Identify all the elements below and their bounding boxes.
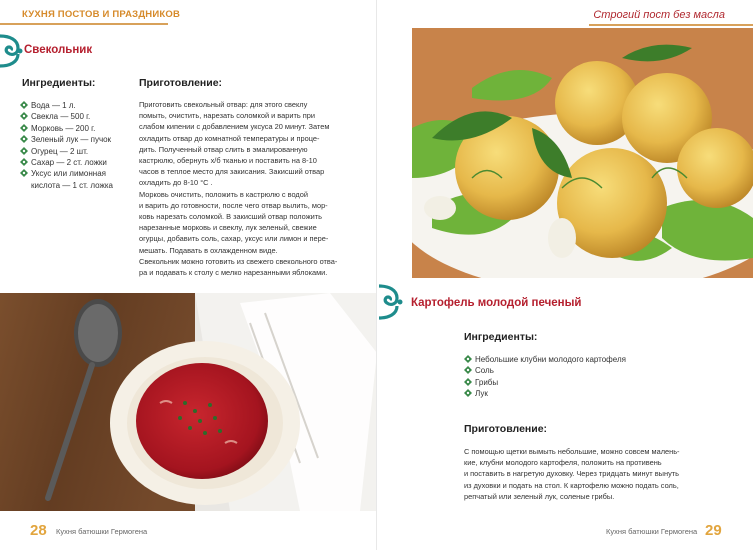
bullet-icon bbox=[20, 124, 28, 132]
potatoes-photo bbox=[412, 28, 753, 278]
recipe-title-svekolnik: Свекольник bbox=[24, 44, 93, 56]
ornament-icon bbox=[0, 32, 24, 70]
ingredient-text: Огурец — 2 шт. bbox=[31, 146, 89, 156]
bullet-icon bbox=[464, 355, 472, 363]
preparation-line: Приготовить свекольный отвар: для этого свеклу bbox=[139, 100, 308, 109]
ingredient-text: Морковь — 200 г. bbox=[31, 123, 96, 133]
footer-label-left: Кухня батюшки Гермогена bbox=[56, 527, 148, 536]
bullet-icon bbox=[464, 366, 472, 374]
page-number-left: 28 bbox=[30, 522, 47, 539]
preparation-line: репчатый или зеленый лук, соленые грибы. bbox=[464, 491, 615, 501]
ingredient-text: Небольшие клубни молодого картофеля bbox=[475, 355, 626, 364]
preparation-text bbox=[139, 99, 364, 278]
preparation-line: ковь нарезать соломкой. В закисший отвар положить bbox=[139, 212, 323, 222]
preparation-line: огурцы, добавить соль, сахар, уксус или лимон и пере- bbox=[139, 234, 329, 244]
ingredient-text: Зеленый лук — пучок bbox=[31, 135, 112, 145]
bullet-icon bbox=[20, 101, 28, 109]
recipe-title-kartofel: Картофель молодой печеный bbox=[411, 297, 582, 309]
bullet-icon bbox=[20, 112, 28, 120]
ingredient-text: Сахар — 2 ст. ложки bbox=[31, 158, 107, 168]
ingredient-text: Вода — 1 л. bbox=[31, 101, 76, 110]
preparation-heading: Приготовление: bbox=[464, 423, 548, 435]
ingredient-text: Свекла — 500 г. bbox=[31, 112, 91, 122]
ingredient-text: Соль bbox=[475, 366, 494, 376]
page-number-right: 29 bbox=[705, 522, 722, 539]
right-header-title: Строгий пост без масла bbox=[593, 9, 725, 21]
ingredient-text: Лук bbox=[475, 389, 488, 399]
preparation-line: и поставить в нагретую духовку. Через тридцать минут вынуть bbox=[464, 469, 679, 479]
preparation-line: помыть, очистить, нарезать соломкой и варить при bbox=[139, 111, 316, 121]
left-header-title: КУХНЯ ПОСТОВ И ПРАЗДНИКОВ bbox=[22, 9, 181, 20]
bullet-icon bbox=[20, 135, 28, 143]
preparation-line: мешать. Подавать в охлажденном виде. bbox=[139, 245, 278, 255]
ingredient-item bbox=[20, 134, 130, 145]
right-page bbox=[377, 0, 753, 550]
ornament-icon bbox=[377, 282, 403, 322]
ingredients-list bbox=[464, 354, 664, 400]
preparation-line: охладить отвар до комнатной температуры и проце- bbox=[139, 133, 320, 143]
preparation-line: нарезанные морковь и свеклу, лук зеленый, свежие bbox=[139, 223, 317, 233]
preparation-line: кие, клубни молодого картофеля, положить на противень bbox=[464, 458, 662, 468]
ingredient-text: Уксус или лимонная кислота — 1 ст. ложка bbox=[31, 169, 113, 190]
preparation-line: Свекольник можно готовить из свежего свекольного отва- bbox=[139, 256, 338, 266]
preparation-line: Морковь очистить, положить в кастрюлю с водой bbox=[139, 189, 308, 199]
preparation-text bbox=[464, 446, 734, 502]
ingredient-item bbox=[20, 100, 130, 111]
bullet-icon bbox=[20, 147, 28, 155]
preparation-line: часов в теплое место для закисания. Закисший отвар bbox=[139, 167, 325, 177]
ingredients-heading: Ингредиенты: bbox=[22, 77, 96, 89]
preparation-line: С помощью щетки вымыть небольшие, можно совсем малень- bbox=[464, 447, 680, 456]
left-header-rule bbox=[0, 23, 168, 25]
preparation-line: и варить до готовности, после чего отвар вылить, мор- bbox=[139, 200, 328, 210]
ingredient-text: Грибы bbox=[475, 377, 499, 387]
preparation-line: кастрюлю, обернуть х/б тканью и поставить на 8-10 bbox=[139, 156, 317, 166]
footer-label-right: Кухня батюшки Гермогена bbox=[606, 527, 698, 536]
ingredient-item bbox=[464, 388, 664, 399]
preparation-line: охладить до 8-10 °С . bbox=[139, 178, 213, 188]
ingredient-item bbox=[20, 146, 130, 157]
preparation-line: из духовки и подать на стол. К картофелю можно подать соль, bbox=[464, 480, 679, 490]
ingredient-item bbox=[20, 157, 130, 168]
preparation-heading: Приготовление: bbox=[139, 77, 223, 89]
bullet-icon bbox=[464, 378, 472, 386]
borscht-photo bbox=[0, 293, 377, 511]
bullet-icon bbox=[20, 158, 28, 166]
bullet-icon bbox=[464, 389, 472, 397]
right-header-rule bbox=[589, 24, 753, 26]
ingredient-item bbox=[20, 123, 130, 134]
preparation-line: ра и подавать к столу с мелко нарезанными яблоками. bbox=[139, 268, 328, 278]
preparation-line: дить. Полученный отвар слить в эмалированную bbox=[139, 144, 308, 154]
ingredient-item bbox=[464, 377, 664, 388]
ingredients-heading: Ингредиенты: bbox=[464, 331, 538, 343]
ingredient-item bbox=[20, 168, 130, 191]
ingredients-list bbox=[20, 100, 130, 191]
left-header bbox=[0, 0, 200, 26]
bullet-icon bbox=[20, 169, 28, 177]
ingredient-item bbox=[464, 354, 664, 365]
ingredient-item bbox=[464, 365, 664, 376]
preparation-line: слабом кипении с добавлением уксуса 20 минут. Затем bbox=[139, 122, 330, 132]
ingredient-item bbox=[20, 111, 130, 122]
